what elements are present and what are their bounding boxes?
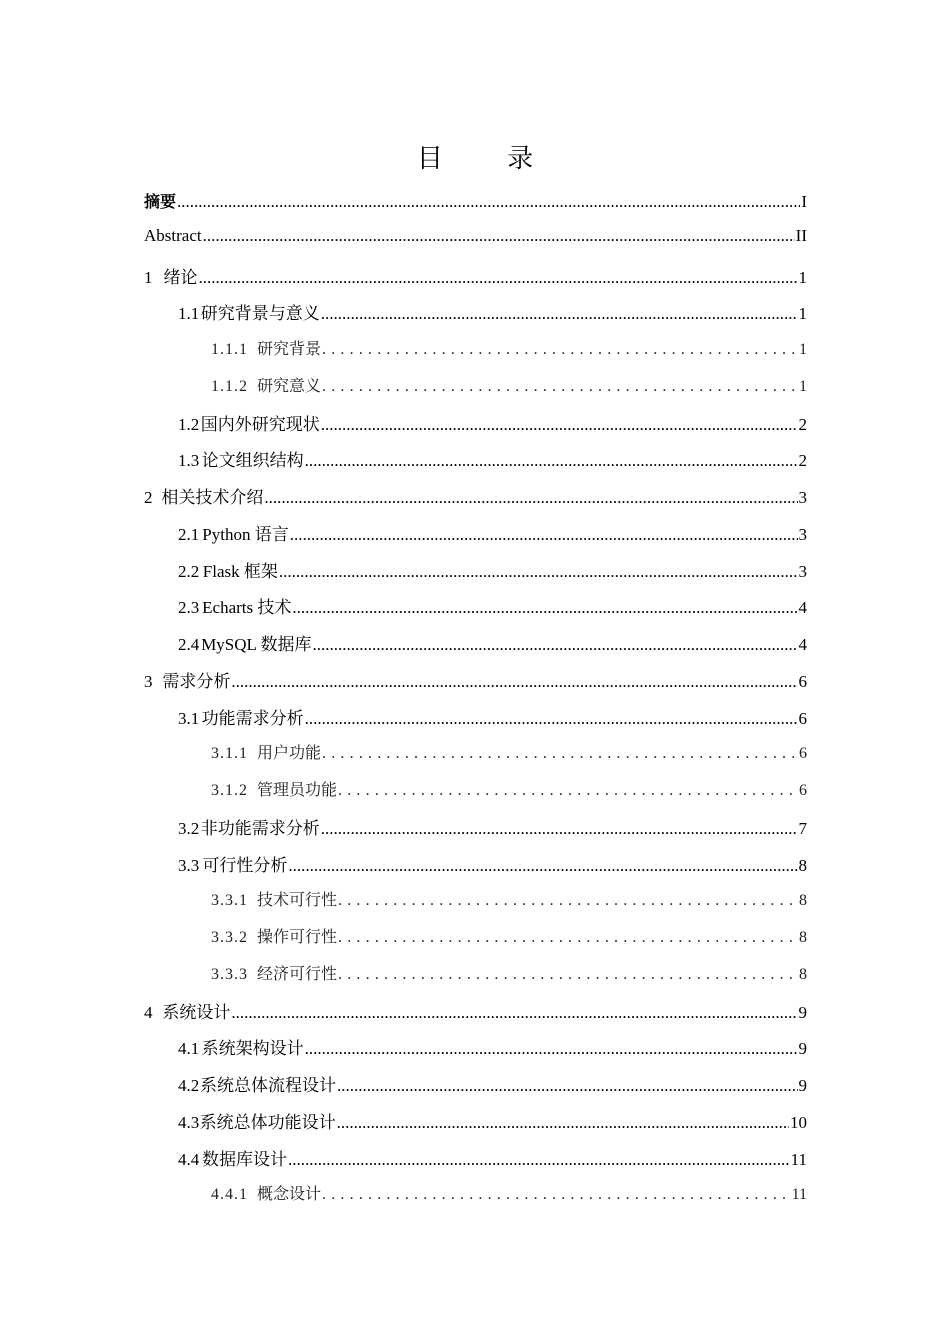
toc-entry-label: 相关技术介绍 <box>161 488 264 507</box>
toc-entry-number: 1.1.1 <box>211 341 248 358</box>
toc-entry-page: 6 <box>798 671 807 691</box>
toc-entry-label: 操作可行性 <box>257 929 338 946</box>
toc-entry-page: 7 <box>798 818 807 838</box>
toc-entry-label: 系统总体功能设计 <box>199 1112 336 1132</box>
toc-entry-label: 系统设计 <box>162 1002 231 1022</box>
toc-entry-label: 概念设计 <box>257 1186 322 1204</box>
toc-dot-leader <box>305 1039 798 1059</box>
toc-dot-leader <box>322 1186 791 1204</box>
toc-entry-number: 1.1.2 <box>211 377 248 395</box>
toc-entry-label: 用户功能 <box>257 745 322 763</box>
toc-dot-leader <box>203 226 795 246</box>
toc-entry-page: 9 <box>798 1002 807 1022</box>
toc-dot-leader <box>313 635 798 655</box>
toc-entry[interactable] <box>211 740 807 770</box>
toc-entry-page: I <box>801 192 807 211</box>
toc-entry-label: 需求分析 <box>162 671 231 691</box>
toc-entry[interactable] <box>178 593 807 623</box>
toc-entry-page: 4 <box>798 598 807 618</box>
toc-entry[interactable] <box>178 1071 807 1101</box>
toc-entry-label: 研究背景与意义 <box>200 304 320 324</box>
toc-entry-number: 1 <box>144 267 153 287</box>
toc-entry-label: 管理员功能 <box>257 782 338 799</box>
toc-dot-leader <box>264 488 797 508</box>
toc-dot-leader <box>321 415 798 435</box>
toc-dot-leader <box>292 598 797 618</box>
toc-dot-leader <box>231 1003 797 1023</box>
toc-entry-number: 1.1 <box>178 304 200 324</box>
toc-entry-number: 3.2 <box>178 818 200 838</box>
toc-entry-number: 3.1.2 <box>211 782 248 799</box>
toc-entry-page: 3 <box>798 561 807 581</box>
toc-entry-page: 1 <box>799 377 807 395</box>
toc-entry-label: Abstract <box>144 225 202 245</box>
toc-entry-number: 3.3.3 <box>211 965 248 983</box>
toc-dot-leader <box>305 709 798 729</box>
toc-entry[interactable] <box>178 299 807 329</box>
toc-entry-number: 4.4 <box>178 1149 200 1169</box>
toc-entry-page: 10 <box>790 1112 807 1132</box>
toc-entry-number: 2 <box>144 488 153 507</box>
toc-dot-leader <box>231 672 797 692</box>
toc-entry[interactable] <box>178 410 807 440</box>
toc-entry-number: 4 <box>144 1002 153 1022</box>
toc-entry[interactable] <box>144 998 807 1028</box>
toc-entry-number: 4.1 <box>178 1039 200 1059</box>
toc-entry[interactable] <box>211 924 807 954</box>
toc-entry-page: 6 <box>799 782 807 799</box>
toc-dot-leader <box>322 341 798 359</box>
toc-entry[interactable] <box>211 373 807 403</box>
toc-entry-number: 2.2 <box>178 561 200 581</box>
toc-entry-number: 1.2 <box>178 414 200 434</box>
toc-entry[interactable] <box>178 557 807 587</box>
toc-entry[interactable] <box>144 667 807 697</box>
toc-entry[interactable] <box>211 336 807 366</box>
toc-entry-label: 绪论 <box>163 267 198 287</box>
toc-dot-leader <box>338 782 798 800</box>
toc-dot-leader <box>198 268 797 288</box>
toc-entry-number: 3.3 <box>178 855 200 875</box>
toc-entry-page: 3 <box>798 524 807 544</box>
toc-entry-page: 8 <box>799 929 807 946</box>
toc-entry-label: Flask 框架 <box>202 561 278 581</box>
toc-dot-leader <box>321 304 798 324</box>
toc-entry-number: 4.4.1 <box>211 1186 248 1204</box>
toc-entry-page: 2 <box>798 451 807 471</box>
toc-entry[interactable] <box>211 887 807 917</box>
toc-entry-page: 8 <box>798 855 807 875</box>
toc-entry-number: 3.1.1 <box>211 745 248 763</box>
toc-entry-page: 8 <box>799 892 807 910</box>
toc-title: 目 录 <box>416 144 562 174</box>
toc-dot-leader <box>338 966 798 984</box>
toc-entry[interactable] <box>178 1145 807 1175</box>
toc-entry-label: 功能需求分析 <box>201 708 304 728</box>
toc-dot-leader <box>338 892 798 910</box>
toc-entry-page: 1 <box>799 341 807 358</box>
toc-entry-page: 9 <box>798 1039 807 1059</box>
toc-entry-label: 国内外研究现状 <box>200 414 320 434</box>
toc-dot-leader <box>321 819 798 839</box>
toc-entry-label: Python 语言 <box>202 524 289 544</box>
toc-entry-page: 2 <box>798 414 807 434</box>
toc-entry-label: Echarts 技术 <box>202 598 292 618</box>
toc-dot-leader <box>337 1076 797 1096</box>
toc-entry[interactable] <box>178 704 807 734</box>
toc-entry-number: 3.3.2 <box>211 929 248 946</box>
toc-entry-label: 系统架构设计 <box>201 1039 304 1059</box>
toc-entry-page: 11 <box>790 1149 807 1169</box>
toc-dot-leader <box>338 929 798 947</box>
toc-entry[interactable] <box>178 1034 807 1064</box>
toc-dot-leader <box>288 1150 790 1170</box>
toc-entry[interactable] <box>178 520 807 550</box>
toc-entry-page: 6 <box>799 745 807 763</box>
toc-entry[interactable] <box>144 483 807 513</box>
toc-dot-leader <box>322 378 798 396</box>
toc-entry-page: 9 <box>798 1076 807 1095</box>
toc-dot-leader <box>288 856 797 876</box>
toc-dot-leader <box>290 525 798 545</box>
toc-entry-label: 论文组织结构 <box>201 451 304 471</box>
toc-entry[interactable] <box>178 446 807 476</box>
toc-entry[interactable] <box>178 630 807 660</box>
toc-entry-number: 1.3 <box>178 451 200 471</box>
toc-dot-leader <box>322 745 798 763</box>
toc-entry-page: 3 <box>798 488 807 507</box>
toc-entry-page: 4 <box>798 635 807 654</box>
toc-entry-label: 摘要 <box>144 192 177 211</box>
toc-entry-label: 技术可行性 <box>257 892 338 910</box>
toc-entry-label: 数据库设计 <box>201 1149 287 1169</box>
toc-entry[interactable] <box>211 961 807 991</box>
toc-entry-number: 3 <box>144 671 153 691</box>
toc-entry[interactable] <box>178 851 807 881</box>
toc-dot-leader <box>177 192 800 212</box>
toc-entry-page: 1 <box>798 304 807 324</box>
toc-entry-label: 系统总体流程设计 <box>200 1076 337 1095</box>
toc-entry-label: 非功能需求分析 <box>200 818 320 838</box>
toc-entry[interactable] <box>178 814 807 844</box>
toc-entry-page: 6 <box>798 708 807 728</box>
toc-entry-page: 1 <box>798 267 807 287</box>
toc-entry-label: 研究意义 <box>257 377 322 395</box>
toc-entry-label: 研究背景 <box>257 341 322 358</box>
toc-entry-number: 3.3.1 <box>211 892 248 910</box>
toc-entry-number: 2.3 <box>178 598 200 618</box>
toc-entry[interactable] <box>211 777 807 807</box>
toc-entry-number: 2.1 <box>178 524 200 544</box>
toc-entry[interactable] <box>144 189 807 219</box>
toc-entry-page: 11 <box>791 1186 807 1204</box>
toc-entry-number: 4.2 <box>178 1076 200 1095</box>
toc-entry-label: 经济可行性 <box>257 965 338 983</box>
toc-entry-number: 4.3 <box>178 1112 200 1132</box>
toc-entry-number: 2.4 <box>178 635 200 654</box>
toc-entry[interactable] <box>144 226 807 256</box>
toc-entry-page: II <box>795 225 807 245</box>
toc-dot-leader <box>305 451 798 471</box>
toc-entry-number: 3.1 <box>178 708 200 728</box>
toc-entry[interactable] <box>178 1108 807 1138</box>
toc-entry[interactable] <box>144 263 807 293</box>
toc-dot-leader <box>337 1113 789 1133</box>
toc-entry-label: MySQL 数据库 <box>201 635 312 654</box>
toc-dot-leader <box>279 562 798 582</box>
toc-entry[interactable] <box>211 1181 807 1211</box>
toc-entry-label: 可行性分析 <box>202 855 288 875</box>
toc-entry-page: 8 <box>799 965 807 983</box>
